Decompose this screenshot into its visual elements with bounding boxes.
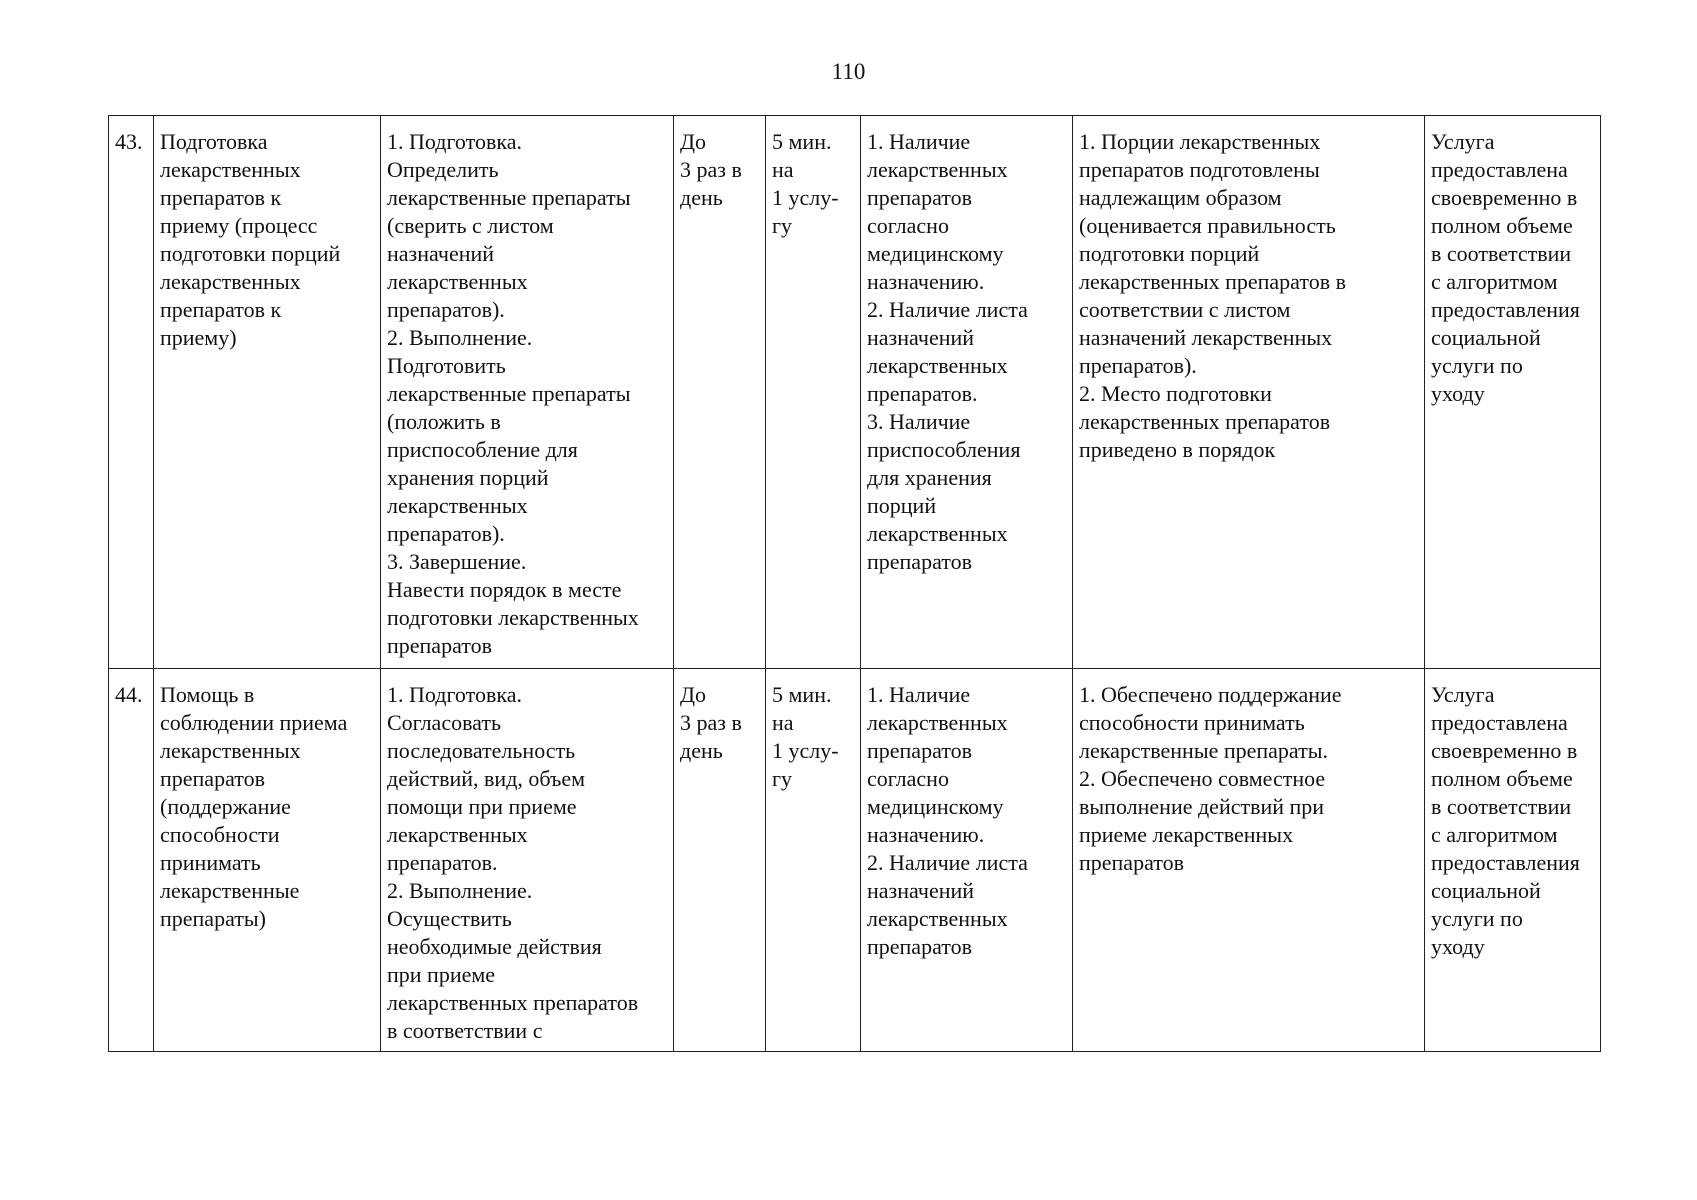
- duration-cell: 5 мин. на 1 услу- гу: [766, 669, 861, 1052]
- quality-cell: Услуга предоставлена своевременно в полном объеме в соответствии с алгоритмом предоставления социальной услуги по уходу: [1425, 669, 1601, 1052]
- table-row: [109, 116, 1601, 669]
- conditions-cell: 1. Наличие лекарственных препаратов согласно медицинскому назначению. 2. Наличие листа назначений лекарственных препаратов. 3. Наличие приспособления для хранения порций лекарственных препаратов: [861, 116, 1073, 669]
- frequency-cell: До 3 раз в день: [674, 116, 766, 669]
- procedure-cell: 1. Подготовка. Согласовать последовательность действий, вид, объем помощи при приеме лекарственных препаратов. 2. Выполнение. Осуществить необходимые действия при приеме лекарственных препаратов в соответствии с: [381, 669, 674, 1052]
- conditions-cell: 1. Наличие лекарственных препаратов согласно медицинскому назначению. 2. Наличие листа назначений лекарственных препаратов: [861, 669, 1073, 1052]
- row-number-cell: 43.: [109, 116, 154, 669]
- page-number: 110: [831, 59, 866, 84]
- duration-cell: 5 мин. на 1 услу- гу: [766, 116, 861, 669]
- frequency-cell: До 3 раз в день: [674, 669, 766, 1052]
- procedure-cell: 1. Подготовка. Определить лекарственные препараты (сверить с листом назначений лекарственных препаратов). 2. Выполнение. Подготовить лекарственные препараты (положить в приспособление для хранения порций лекарственных препаратов). 3. Завершение. Навести порядок в месте подготовки лекарственных препаратов: [381, 116, 674, 669]
- services-table: [108, 115, 1601, 1052]
- service-name-cell: Помощь в соблюдении приема лекарственных препаратов (поддержание способности принимать лекарственные препараты): [154, 669, 381, 1052]
- result-cell: 1. Порции лекарственных препаратов подготовлены надлежащим образом (оценивается правильность подготовки порций лекарственных препаратов в соответствии с листом назначений лекарственных препаратов). 2. Место подготовки лекарственных препаратов приведено в порядок: [1073, 116, 1425, 669]
- row-number-cell: 44.: [109, 669, 154, 1052]
- quality-cell: Услуга предоставлена своевременно в полном объеме в соответствии с алгоритмом предоставления социальной услуги по уходу: [1425, 116, 1601, 669]
- table-row: [109, 669, 1601, 1052]
- service-name-cell: Подготовка лекарственных препаратов к приему (процесс подготовки порций лекарственных препаратов к приему): [154, 116, 381, 669]
- result-cell: 1. Обеспечено поддержание способности принимать лекарственные препараты. 2. Обеспечено совместное выполнение действий при приеме лекарственных препаратов: [1073, 669, 1425, 1052]
